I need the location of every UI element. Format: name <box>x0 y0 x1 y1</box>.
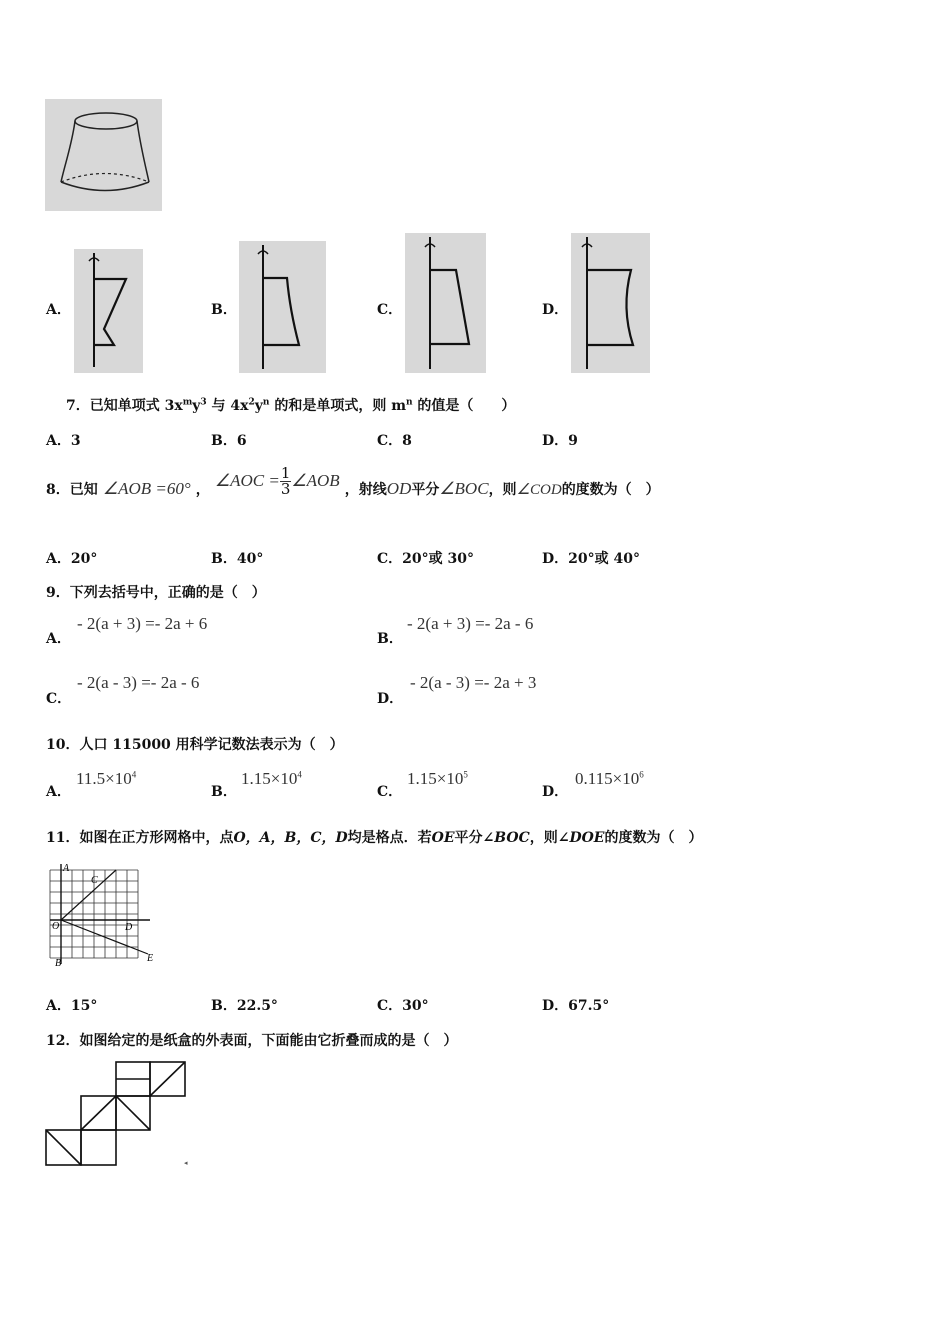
grid-label-e: E <box>147 953 154 964</box>
q8-option-d[interactable]: D．20°或 40° <box>542 551 640 567</box>
q10-option-b-expr[interactable] <box>241 769 302 789</box>
q8-fraction <box>280 466 292 497</box>
rotation-shape-d <box>571 233 650 373</box>
q11-doe: ∠DOE <box>557 830 605 846</box>
q6-option-a-figure[interactable] <box>74 249 143 373</box>
q10-option-c-label[interactable]: C． <box>377 784 403 800</box>
q8-option-c[interactable]: C．20°或 30° <box>377 551 474 567</box>
q8-expr-aob2: ∠AOB <box>291 471 340 490</box>
q8-boc: ∠BOC <box>439 479 489 498</box>
q8-expr-aob: ∠AOB =60° <box>102 479 191 498</box>
q9-option-b-label[interactable]: B． <box>377 631 403 647</box>
q10-a-base: 11.5×10 <box>76 769 132 788</box>
q10-stem: 10．人口 115000 用科学记数法表示为（ ） <box>46 737 344 753</box>
q8-comma: ， <box>195 482 210 498</box>
q10-b-base: 1.15×10 <box>241 769 298 788</box>
q9-option-b-expr[interactable]: - 2(a + 3) =- 2a - 6 <box>407 614 534 633</box>
q10-option-d-expr[interactable] <box>575 769 644 789</box>
q10-option-c-expr[interactable] <box>407 769 468 789</box>
q8-stem <box>46 466 660 510</box>
q7-option-c[interactable]: C．8 <box>377 433 412 449</box>
q9-option-c-expr[interactable]: - 2(a - 3) =- 2a - 6 <box>77 673 200 692</box>
q7-text-a: 已知单项式 3x <box>89 398 183 414</box>
q7-number: 7． <box>66 398 90 414</box>
q7-option-b[interactable]: B．6 <box>211 433 247 449</box>
q7-stem <box>66 395 515 415</box>
q11-stem <box>46 827 702 847</box>
q11-boc: ∠BOC <box>482 830 530 846</box>
q10-c-exp: 5 <box>463 769 468 780</box>
q6-option-d-figure[interactable] <box>571 233 650 373</box>
q10-a-exp: 4 <box>131 769 137 780</box>
q12-stem: 12．如图给定的是纸盒的外表面，下面能由它折叠而成的是（ ） <box>46 1033 458 1049</box>
q10-b-exp: 4 <box>297 769 302 780</box>
q7-option-a[interactable]: A．3 <box>46 433 81 449</box>
q8-option-a[interactable]: A．20° <box>46 551 98 567</box>
q8-frac-den: 3 <box>280 480 291 498</box>
q10-d-base: 0.115×10 <box>575 769 640 788</box>
q9-option-d-expr[interactable]: - 2(a - 3) =- 2a + 3 <box>410 673 537 692</box>
q8-od: OD <box>386 479 412 498</box>
q8-frac-num: 1 <box>280 464 291 482</box>
frustum-figure <box>45 99 162 211</box>
q6-option-b-figure[interactable] <box>239 241 326 373</box>
q8-cod: ∠COD <box>516 482 562 498</box>
q11-points: O，A，B，C，D <box>233 830 348 846</box>
q8-expr-aoc: ∠AOC = <box>214 471 280 490</box>
q12-net-figure <box>44 1060 194 1170</box>
net-small-mark: ◂ <box>184 1159 188 1167</box>
q11-stem-d: ，则 <box>529 830 558 846</box>
q9-option-a-label[interactable]: A． <box>46 631 71 647</box>
frustum-drawing <box>45 99 162 211</box>
grid-label-c: C <box>91 875 98 886</box>
q11-stem-a: 11．如图在正方形网格中，点 <box>46 830 234 846</box>
rotation-shape-b <box>239 241 326 373</box>
q9-option-a-expr[interactable]: - 2(a + 3) =- 2a + 6 <box>77 614 208 633</box>
q6-option-b-label[interactable]: B． <box>211 302 237 318</box>
q9-stem: 9．下列去括号中，正确的是（ ） <box>46 585 266 601</box>
grid-label-o: O <box>52 921 60 932</box>
q10-option-a-label[interactable]: A． <box>46 784 71 800</box>
q11-oe: OE <box>431 830 455 846</box>
q9-option-c-label[interactable]: C． <box>46 691 72 707</box>
q7-text-c: 与 4x <box>206 398 249 414</box>
q11-option-a[interactable]: A．15° <box>46 998 98 1014</box>
rotation-shape-a <box>74 249 143 373</box>
q11-stem-e: 的度数为（ ） <box>604 830 703 846</box>
q10-d-exp: 6 <box>639 769 644 780</box>
rotation-shape-c <box>405 233 486 373</box>
q7-text-d: y <box>254 398 263 414</box>
q7-sup-n2: n <box>406 397 413 408</box>
q8-text-d: ，则 <box>488 482 517 498</box>
q7-sup-m: m <box>182 397 193 408</box>
q10-option-d-label[interactable]: D． <box>542 784 569 800</box>
q11-option-b[interactable]: B．22.5° <box>211 998 278 1014</box>
grid-diagram <box>44 860 164 970</box>
q6-option-d-label[interactable]: D． <box>542 302 569 318</box>
q7-text-f: 的值是（ ） <box>412 398 516 414</box>
q8-text-c: 平分 <box>411 482 440 498</box>
q8-lead: 8．已知 <box>46 482 98 498</box>
q7-sup-n: n <box>262 397 270 408</box>
q11-option-c[interactable]: C．30° <box>377 998 429 1014</box>
q11-grid-figure <box>44 860 164 970</box>
q7-text-e: 的和是单项式，则 m <box>269 398 407 414</box>
grid-label-a: A <box>63 863 70 874</box>
q8-text-b: ，射线 <box>344 482 387 498</box>
q7-sup-2: 2 <box>248 397 255 408</box>
q6-option-c-figure[interactable] <box>405 233 486 373</box>
q7-text-b: y <box>192 398 201 414</box>
q11-stem-b: 均是格点．若 <box>347 830 432 846</box>
q8-text-e: 的度数为（ ） <box>561 482 660 498</box>
q10-option-b-label[interactable]: B． <box>211 784 237 800</box>
q7-option-d[interactable]: D．9 <box>542 433 578 449</box>
q8-option-b[interactable]: B．40° <box>211 551 264 567</box>
q10-c-base: 1.15×10 <box>407 769 464 788</box>
q6-option-a-label[interactable]: A． <box>46 302 71 318</box>
grid-label-d: D <box>125 922 133 933</box>
q11-stem-c: 平分 <box>454 830 483 846</box>
q7-sup-3: 3 <box>200 397 207 408</box>
q6-option-c-label[interactable]: C． <box>377 302 403 318</box>
q9-option-d-label[interactable]: D． <box>377 691 404 707</box>
grid-label-b: B <box>55 958 62 969</box>
q11-option-d[interactable]: D．67.5° <box>542 998 610 1014</box>
box-net-diagram <box>44 1060 194 1170</box>
q10-option-a-expr[interactable] <box>76 769 136 789</box>
